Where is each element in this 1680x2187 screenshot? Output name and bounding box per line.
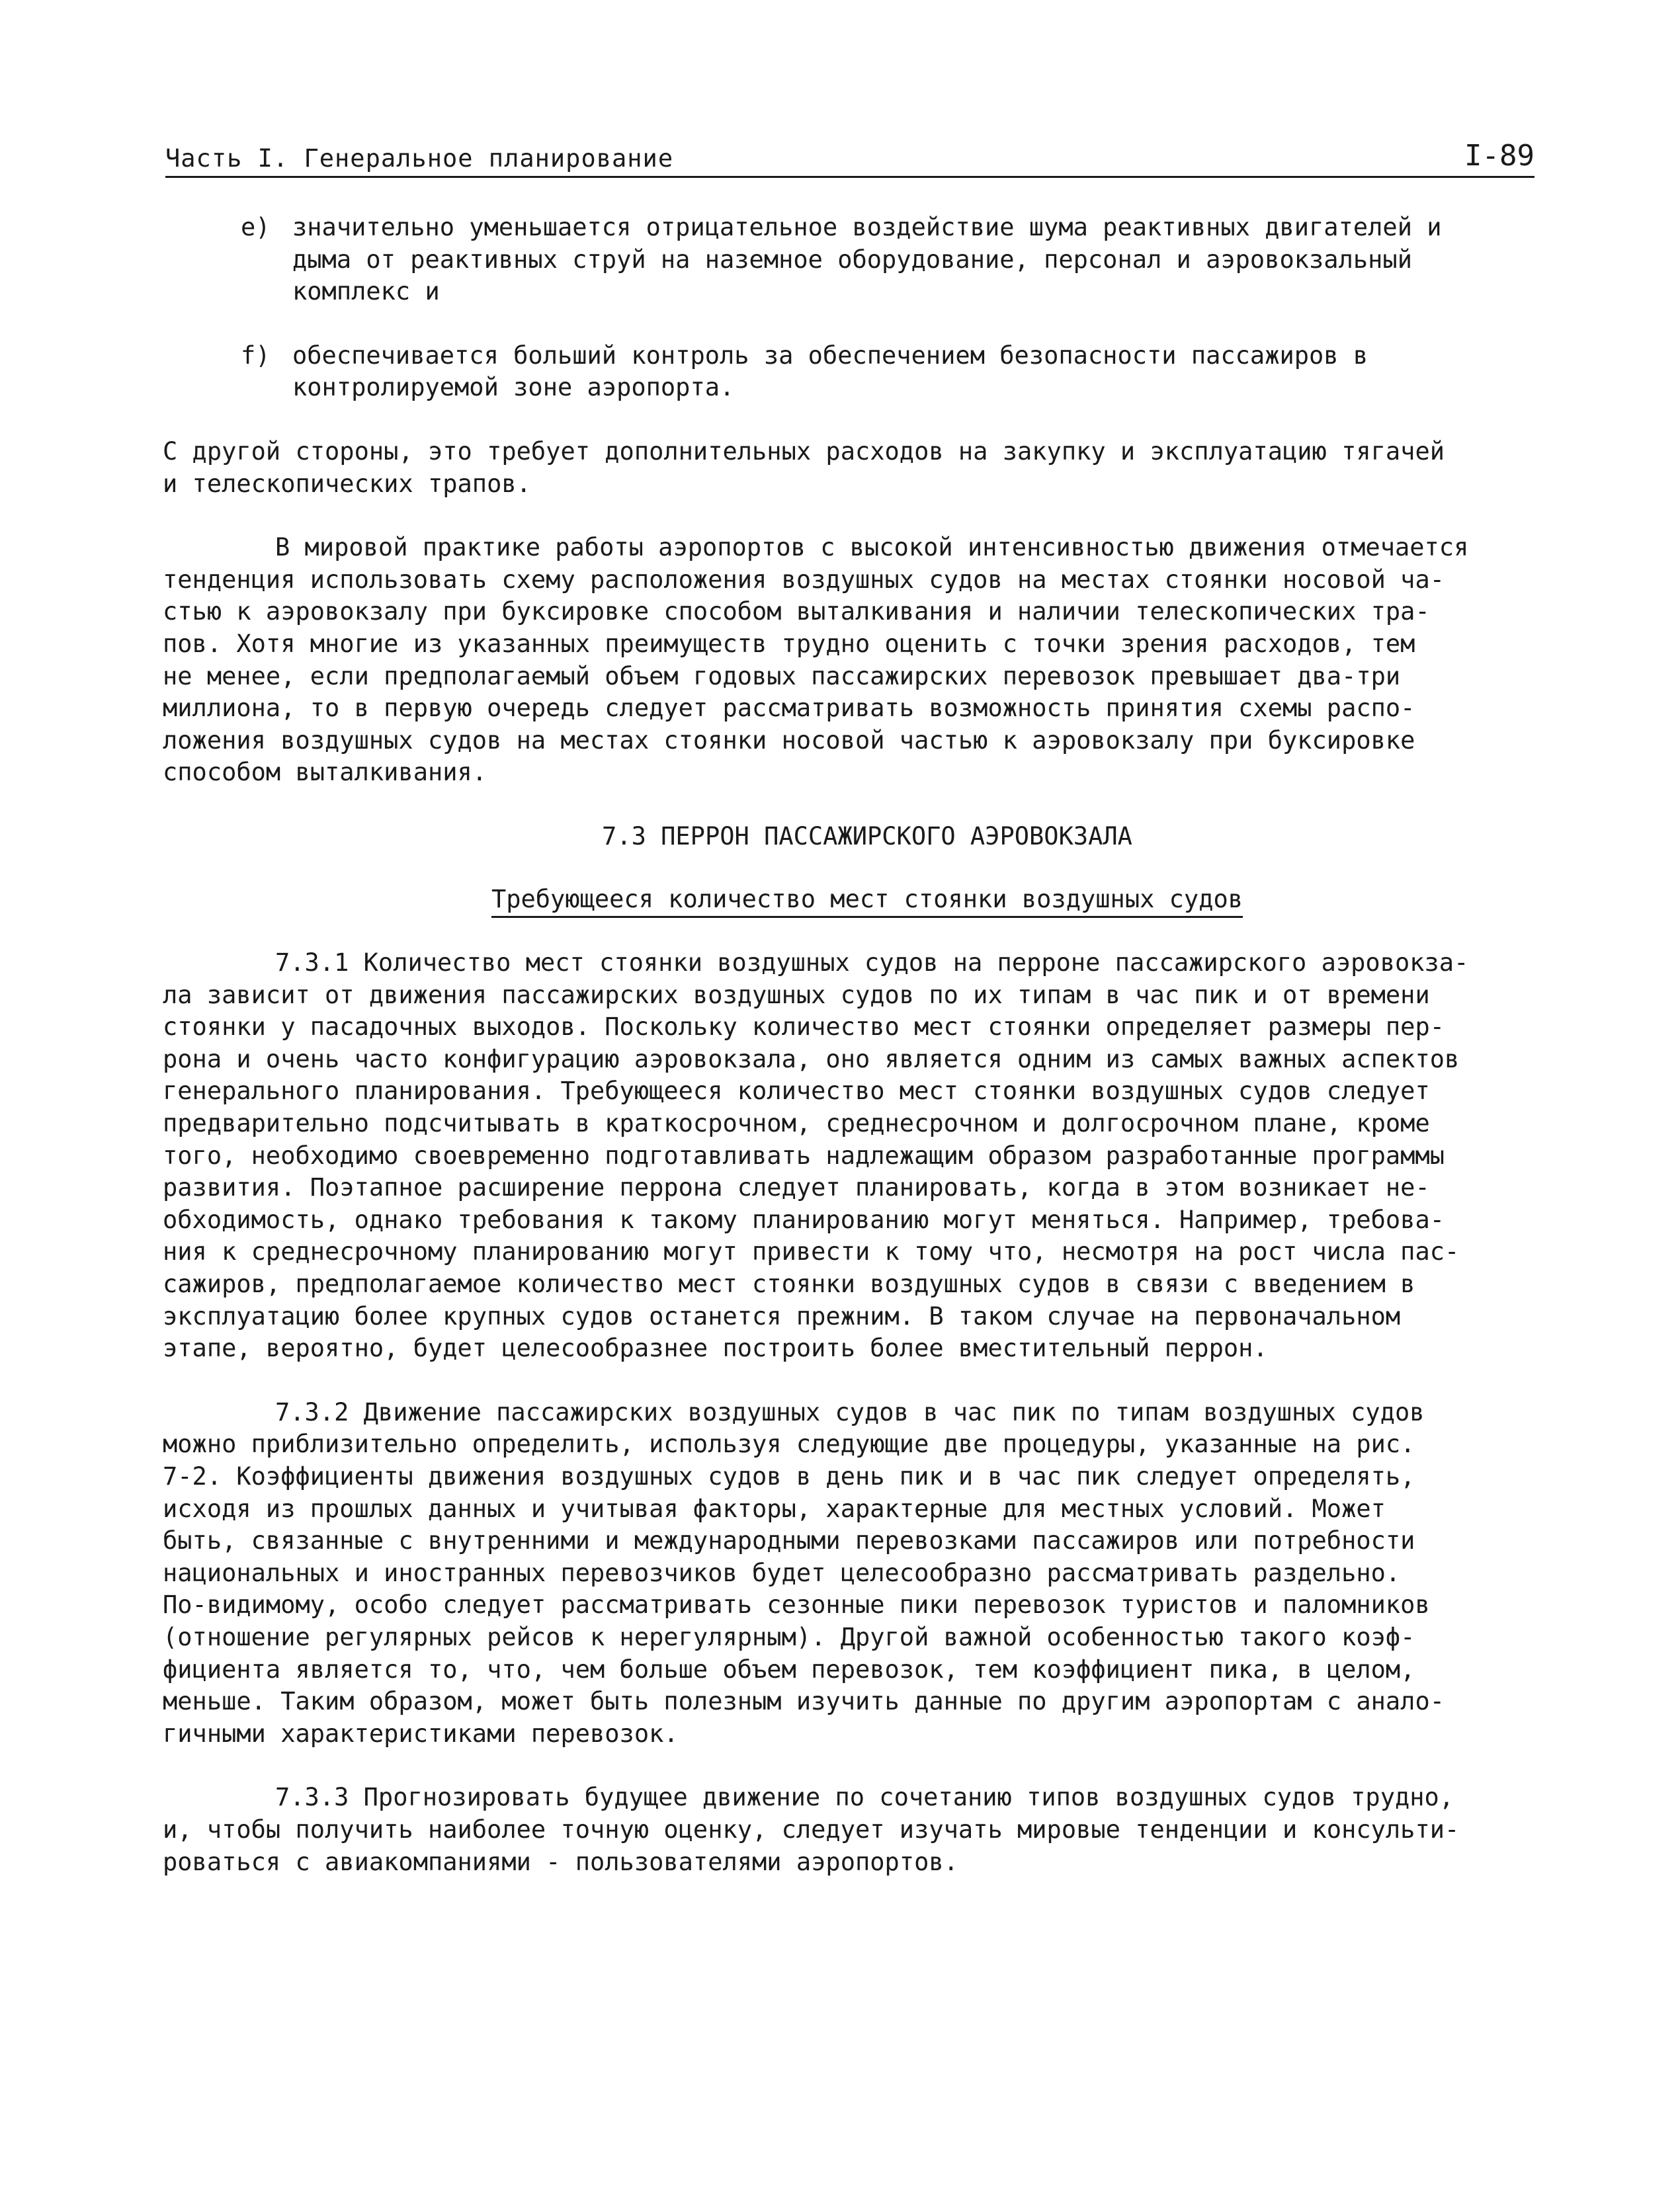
text-line: быть, связанные с внутренними и международными перевозками пассажиров или потребности bbox=[163, 1526, 1415, 1555]
text-line: комплекс и bbox=[292, 277, 440, 306]
text-line: меньше. Таким образом, может быть полезным изучить данные по другим аэропортам с анало- bbox=[163, 1687, 1445, 1716]
text-line: ла зависит от движения пассажирских воздушных судов по их типам в час пик и от времени bbox=[163, 980, 1430, 1009]
text-line: обеспечивается больший контроль за обеспечением безопасности пассажиров в bbox=[292, 341, 1368, 370]
text-line: ния к среднесрочному планированию могут привести к тому что, несмотря на рост числа пас- bbox=[163, 1237, 1460, 1266]
text-line: развития. Поэтапное расширение перрона следует планировать, когда в этом возникает не- bbox=[163, 1173, 1430, 1202]
text-line: пов. Хотя многие из указанных преимуществ трудно оценить с точки зрения расходов, тем bbox=[163, 629, 1415, 658]
text-line: фициента является то, что, чем больше объем перевозок, тем коэффициент пика, в целом, bbox=[163, 1655, 1415, 1684]
text-line: стоянки у пасадочных выходов. Поскольку количество мест стоянки определяет размеры пер- bbox=[163, 1012, 1445, 1042]
text-line: По-видимому, особо следует рассматривать сезонные пики перевозок туристов и паломников bbox=[163, 1590, 1430, 1620]
text-line: способом выталкивания. bbox=[163, 758, 487, 787]
text-line: ложения воздушных судов на местах стоянки носовой частью к аэровокзалу при буксировке bbox=[163, 725, 1415, 755]
running-header bbox=[165, 139, 1534, 178]
subsection-heading bbox=[163, 884, 1572, 916]
text-line: (отношение регулярных рейсов к нерегулярным). Другой важной особенностью такого коэф- bbox=[163, 1622, 1415, 1651]
text-line: и, чтобы получить наиболее точную оценку, следует изучать мировые тенденции и консульти- bbox=[163, 1815, 1460, 1844]
text-line: 7.3.2 Движение пассажирских воздушных судов в час пик по типам воздушных судов bbox=[275, 1397, 1425, 1426]
section-heading: 7.3 ПЕРРОН ПАССАЖИРСКОГО АЭРОВОКЗАЛА bbox=[602, 821, 1132, 850]
running-header-title: Часть I. Генеральное планирование bbox=[165, 144, 674, 173]
text-line: того, необходимо своевременно подготавливать надлежащим образом разработанные программы bbox=[163, 1141, 1445, 1170]
text-line: тенденция использовать схему расположения воздушных судов на местах стоянки носовой ча- bbox=[163, 565, 1445, 594]
list-item bbox=[163, 212, 1572, 308]
paragraph-7-3-3 bbox=[163, 1782, 1572, 1878]
text-line: этапе, вероятно, будет целесообразнее построить более вместительный перрон. bbox=[163, 1334, 1268, 1363]
text-line: предварительно подсчитывать в краткосрочном, среднесрочном и долгосрочном плане, кроме bbox=[163, 1109, 1430, 1138]
list-item-label: e) bbox=[241, 213, 271, 241]
text-line: рона и очень часто конфигурацию аэровокзала, оно является одним из самых важных аспектов bbox=[163, 1044, 1460, 1073]
text-line: не менее, если предполагаемый объем годовых пассажирских перевозок превышает два-три bbox=[163, 661, 1401, 690]
text-line: В мировой практике работы аэропортов с высокой интенсивностью движения отмечается bbox=[275, 533, 1469, 562]
text-line: 7.3.1 Количество мест стоянки воздушных судов на перроне пассажирского аэровокза- bbox=[275, 948, 1469, 977]
text-line: исходя из прошлых данных и учитывая факторы, характерные для местных условий. Может bbox=[163, 1494, 1386, 1523]
text-line: значительно уменьшается отрицательное воздействие шума реактивных двигателей и bbox=[292, 213, 1442, 241]
text-line: 7-2. Коэффициенты движения воздушных судов в день пик и в час пик следует определять, bbox=[163, 1462, 1415, 1491]
text-line: миллиона, то в первую очередь следует рассматривать возможность принятия схемы распо- bbox=[163, 694, 1415, 723]
text-line: контролируемой зоне аэропорта. bbox=[292, 373, 735, 402]
body-text bbox=[163, 212, 1572, 1878]
paragraph-7-3-2 bbox=[163, 1397, 1572, 1751]
text-line: и телескопических трапов. bbox=[163, 469, 531, 498]
list-item-first-line bbox=[163, 212, 1572, 244]
text-line: дыма от реактивных струй на наземное оборудование, персонал и аэровокзальный bbox=[292, 245, 1412, 274]
text-line: сажиров, предполагаемое количество мест стоянки воздушных судов в связи с введением в bbox=[163, 1270, 1415, 1299]
text-line: можно приблизительно определить, используя следующие две процедуры, указанные на рис. bbox=[163, 1430, 1415, 1459]
text-line: роваться с авиакомпаниями - пользователями аэропортов. bbox=[163, 1847, 958, 1876]
text-line: стью к аэровокзалу при буксировке способом выталкивания и наличии телескопических тра- bbox=[163, 597, 1430, 626]
text-line: 7.3.3 Прогнозировать будущее движение по сочетанию типов воздушных судов трудно, bbox=[275, 1783, 1454, 1812]
text-line: гичными характеристиками перевозок. bbox=[163, 1719, 679, 1748]
paragraph bbox=[163, 532, 1572, 789]
text-line: обходимость, однако требования к такому планированию могут меняться. Например, требова- bbox=[163, 1205, 1445, 1234]
subsection-heading-text: Требующееся количество мест стоянки воздушных судов bbox=[491, 885, 1243, 918]
list-item bbox=[163, 340, 1572, 404]
text-line: С другой стороны, это требует дополнительных расходов на закупку и эксплуатацию тягачей bbox=[163, 436, 1445, 466]
list-item-label: f) bbox=[241, 341, 271, 370]
text-line: генерального планирования. Требующееся количество мест стоянки воздушных судов следует bbox=[163, 1077, 1430, 1106]
text-line: эксплуатацию более крупных судов останется прежним. В таком случае на первоначальном bbox=[163, 1301, 1401, 1331]
list-item-first-line bbox=[163, 340, 1572, 372]
paragraph bbox=[163, 436, 1572, 500]
paragraph-7-3-1 bbox=[163, 947, 1572, 1365]
text-line: национальных и иностранных перевозчиков будет целесообразно рассматривать раздельно. bbox=[163, 1558, 1401, 1587]
page-number: I-89 bbox=[1464, 139, 1534, 173]
